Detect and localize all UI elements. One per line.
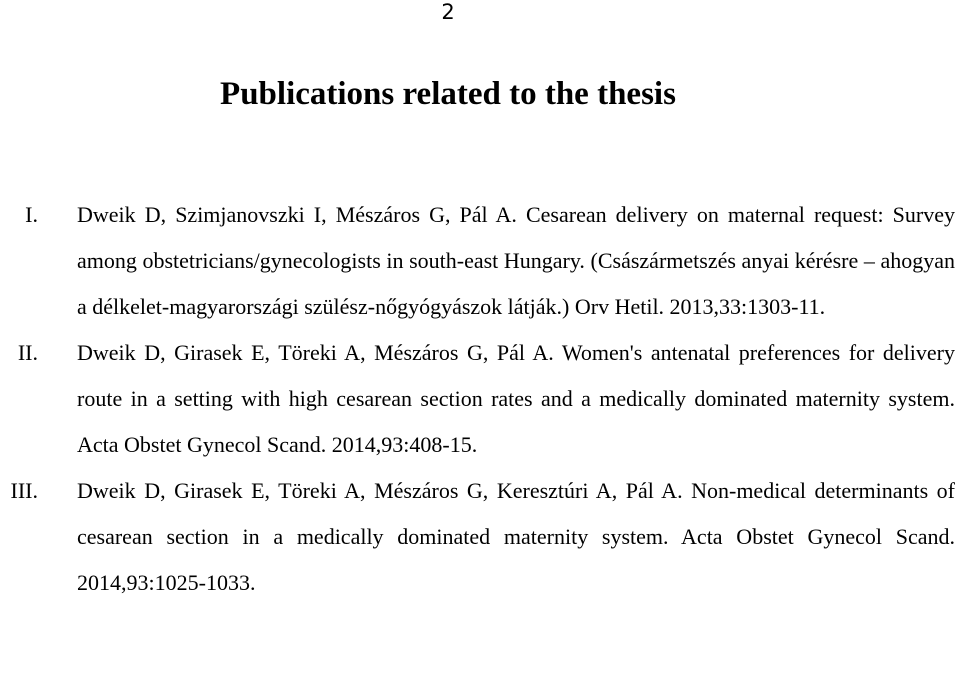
publication-numeral: III.	[10, 478, 38, 503]
publication-citation: Dweik D, Girasek E, Töreki A, Mészáros G, Pál A. Women's antenatal preferences for delivery route in a setting with high cesarean section rates and a medically dominated maternity system. Acta Obstet Gynecol Scand. 2014,93:408-15.	[77, 340, 955, 457]
publication-item	[0, 330, 960, 468]
publication-numeral: II.	[17, 340, 38, 365]
publication-citation: Dweik D, Szimjanovszki I, Mészáros G, Pál A. Cesarean delivery on maternal request: Survey among obstetricians/gynecologists in south-east Hungary. (Császármetszés anyai kérésre – ahogyan a délkelet-magyarországi szülész-nőgyógyászok látják.) Orv Hetil. 2013,33:1303-11.	[77, 202, 955, 319]
publication-item	[0, 192, 960, 330]
publication-numeral: I.	[25, 202, 38, 227]
publication-item	[0, 468, 960, 606]
publication-citation: Dweik D, Girasek E, Töreki A, Mészáros G, Keresztúri A, Pál A. Non-medical determinants of cesarean section in a medically dominated maternity system. Acta Obstet Gynecol Scand. 2014,93:1025-1033.	[77, 478, 955, 595]
publication-list	[0, 192, 960, 606]
page-number: 2	[441, 0, 455, 24]
page-title: Publications related to the thesis	[220, 76, 676, 112]
